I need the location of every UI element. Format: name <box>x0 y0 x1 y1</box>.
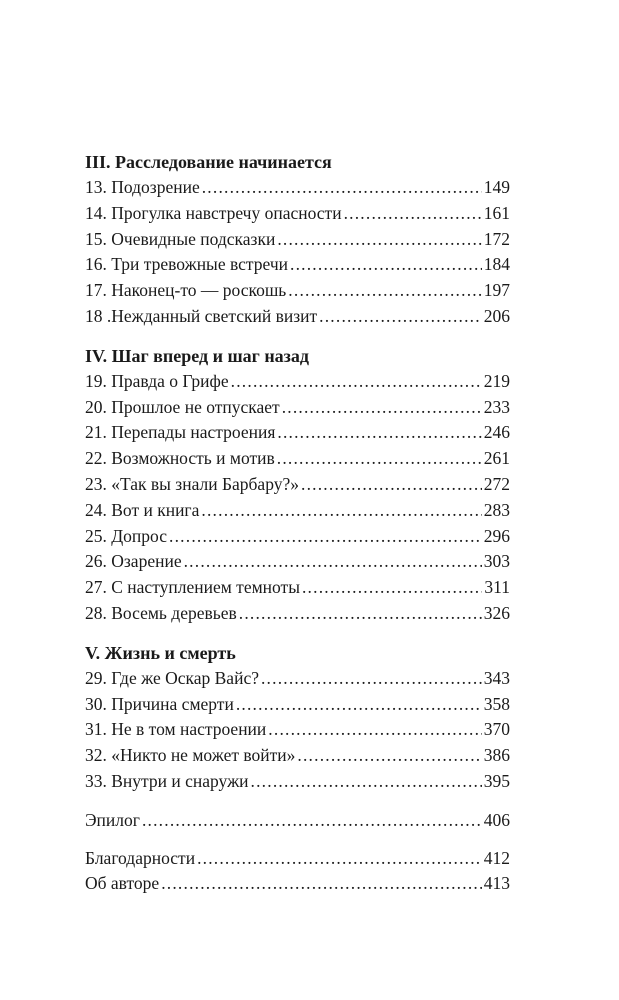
toc-entry-about-author <box>85 871 510 897</box>
entry-page: 358 <box>483 693 510 714</box>
dot-leader <box>277 420 481 446</box>
entry-page: 412 <box>483 847 510 868</box>
toc-entry <box>85 395 510 421</box>
entry-title: 21. Перепады настроения <box>85 422 276 443</box>
entry-title: 16. Три тревожные встречи <box>85 254 288 275</box>
entry-title: 31. Не в том настроении <box>85 719 267 740</box>
part-5 <box>85 641 510 795</box>
entry-page: 283 <box>483 499 510 520</box>
table-of-contents <box>85 150 510 897</box>
entry-page: 219 <box>483 370 510 391</box>
toc-entry <box>85 524 510 550</box>
dot-leader <box>319 304 482 330</box>
entry-title: 22. Возможность и мотив <box>85 448 275 469</box>
entry-title: 29. Где же Оскар Вайс? <box>85 667 259 688</box>
part-4 <box>85 344 510 627</box>
entry-title: 18 .Нежданный светский визит <box>85 305 318 326</box>
entry-page: 172 <box>483 228 510 249</box>
entry-page: 296 <box>483 525 510 546</box>
entry-page: 311 <box>484 577 510 598</box>
entry-page: 149 <box>483 177 510 197</box>
dot-leader <box>297 743 481 769</box>
dot-leader <box>290 252 482 278</box>
toc-entry <box>85 498 510 524</box>
toc-entry <box>85 601 510 627</box>
toc-entry <box>85 201 510 227</box>
entry-title: 28. Восемь деревьев <box>85 602 237 623</box>
dot-leader <box>277 446 482 472</box>
dot-leader <box>202 175 482 201</box>
part-3 <box>85 150 510 330</box>
dot-leader <box>184 549 482 575</box>
toc-entry <box>85 304 510 330</box>
entry-title: 26. Озарение <box>85 551 182 572</box>
dot-leader <box>288 278 481 304</box>
entry-title: Об авторе <box>85 873 160 894</box>
toc-entry <box>85 575 510 601</box>
dot-leader <box>142 808 482 834</box>
dot-leader <box>251 769 482 795</box>
part-heading: IV. Шаг вперед и шаг назад <box>85 345 310 366</box>
entry-page: 303 <box>483 551 510 572</box>
dot-leader <box>201 498 481 524</box>
dot-leader <box>261 666 482 692</box>
entry-page: 272 <box>483 473 510 494</box>
entry-page: 326 <box>483 602 510 623</box>
entry-title: 24. Вот и книга <box>85 499 200 520</box>
dot-leader <box>169 524 482 550</box>
toc-entry <box>85 769 510 795</box>
entry-title: 20. Прошлое не отпускает <box>85 396 280 417</box>
dot-leader <box>268 717 481 743</box>
dot-leader <box>236 692 482 718</box>
entry-title: 14. Прогулка навстречу опасности <box>85 202 342 223</box>
dot-leader <box>239 601 482 627</box>
toc-entry-epilogue <box>85 808 510 834</box>
entry-title: 23. «Так вы знали Барбару?» <box>85 473 299 494</box>
entry-title: Благодарности <box>85 847 196 868</box>
toc-entry <box>85 252 510 278</box>
toc-entry <box>85 278 510 304</box>
toc-entry <box>85 692 510 718</box>
entry-title: 33. Внутри и снаружи <box>85 770 249 791</box>
entry-page: 343 <box>483 667 510 688</box>
toc-entry <box>85 666 510 692</box>
toc-entry <box>85 175 510 201</box>
entry-page: 184 <box>483 254 510 275</box>
part-heading: III. Расследование начинается <box>85 152 332 172</box>
toc-entry <box>85 743 510 769</box>
toc-entry <box>85 717 510 743</box>
toc-entry <box>85 227 510 253</box>
entry-title: 32. «Никто не может войти» <box>85 745 296 766</box>
toc-entry <box>85 472 510 498</box>
entry-page: 395 <box>483 770 510 791</box>
entry-title: 30. Причина смерти <box>85 693 234 714</box>
entry-title: 15. Очевидные подсказки <box>85 228 276 249</box>
dot-leader <box>301 472 482 498</box>
entry-page: 246 <box>483 422 510 443</box>
entry-title: Эпилог <box>85 809 140 830</box>
entry-title: 13. Подозрение <box>85 177 200 197</box>
dot-leader <box>231 369 482 395</box>
entry-title: 19. Правда о Грифе <box>85 370 229 391</box>
dot-leader <box>282 395 482 421</box>
entry-page: 206 <box>483 305 510 326</box>
toc-entry-acknowledgements <box>85 846 510 872</box>
entry-page: 233 <box>483 396 510 417</box>
entry-page: 406 <box>483 809 510 830</box>
toc-entry <box>85 446 510 472</box>
entry-page: 413 <box>483 873 510 894</box>
dot-leader <box>277 227 481 253</box>
toc-entry <box>85 369 510 395</box>
dot-leader <box>197 846 482 872</box>
entry-title: 25. Допрос <box>85 525 168 546</box>
dot-leader <box>344 201 482 227</box>
entry-title: 17. Наконец-то — роскошь <box>85 280 287 301</box>
dot-leader <box>161 871 482 897</box>
dot-leader <box>302 575 482 601</box>
entry-page: 161 <box>483 202 510 223</box>
entry-page: 197 <box>483 280 510 301</box>
entry-page: 370 <box>483 719 510 740</box>
entry-page: 386 <box>483 745 510 766</box>
entry-title: 27. С наступлением темноты <box>85 577 300 598</box>
toc-entry <box>85 420 510 446</box>
part-heading: V. Жизнь и смерть <box>85 642 236 663</box>
toc-entry <box>85 549 510 575</box>
entry-page: 261 <box>483 448 510 469</box>
